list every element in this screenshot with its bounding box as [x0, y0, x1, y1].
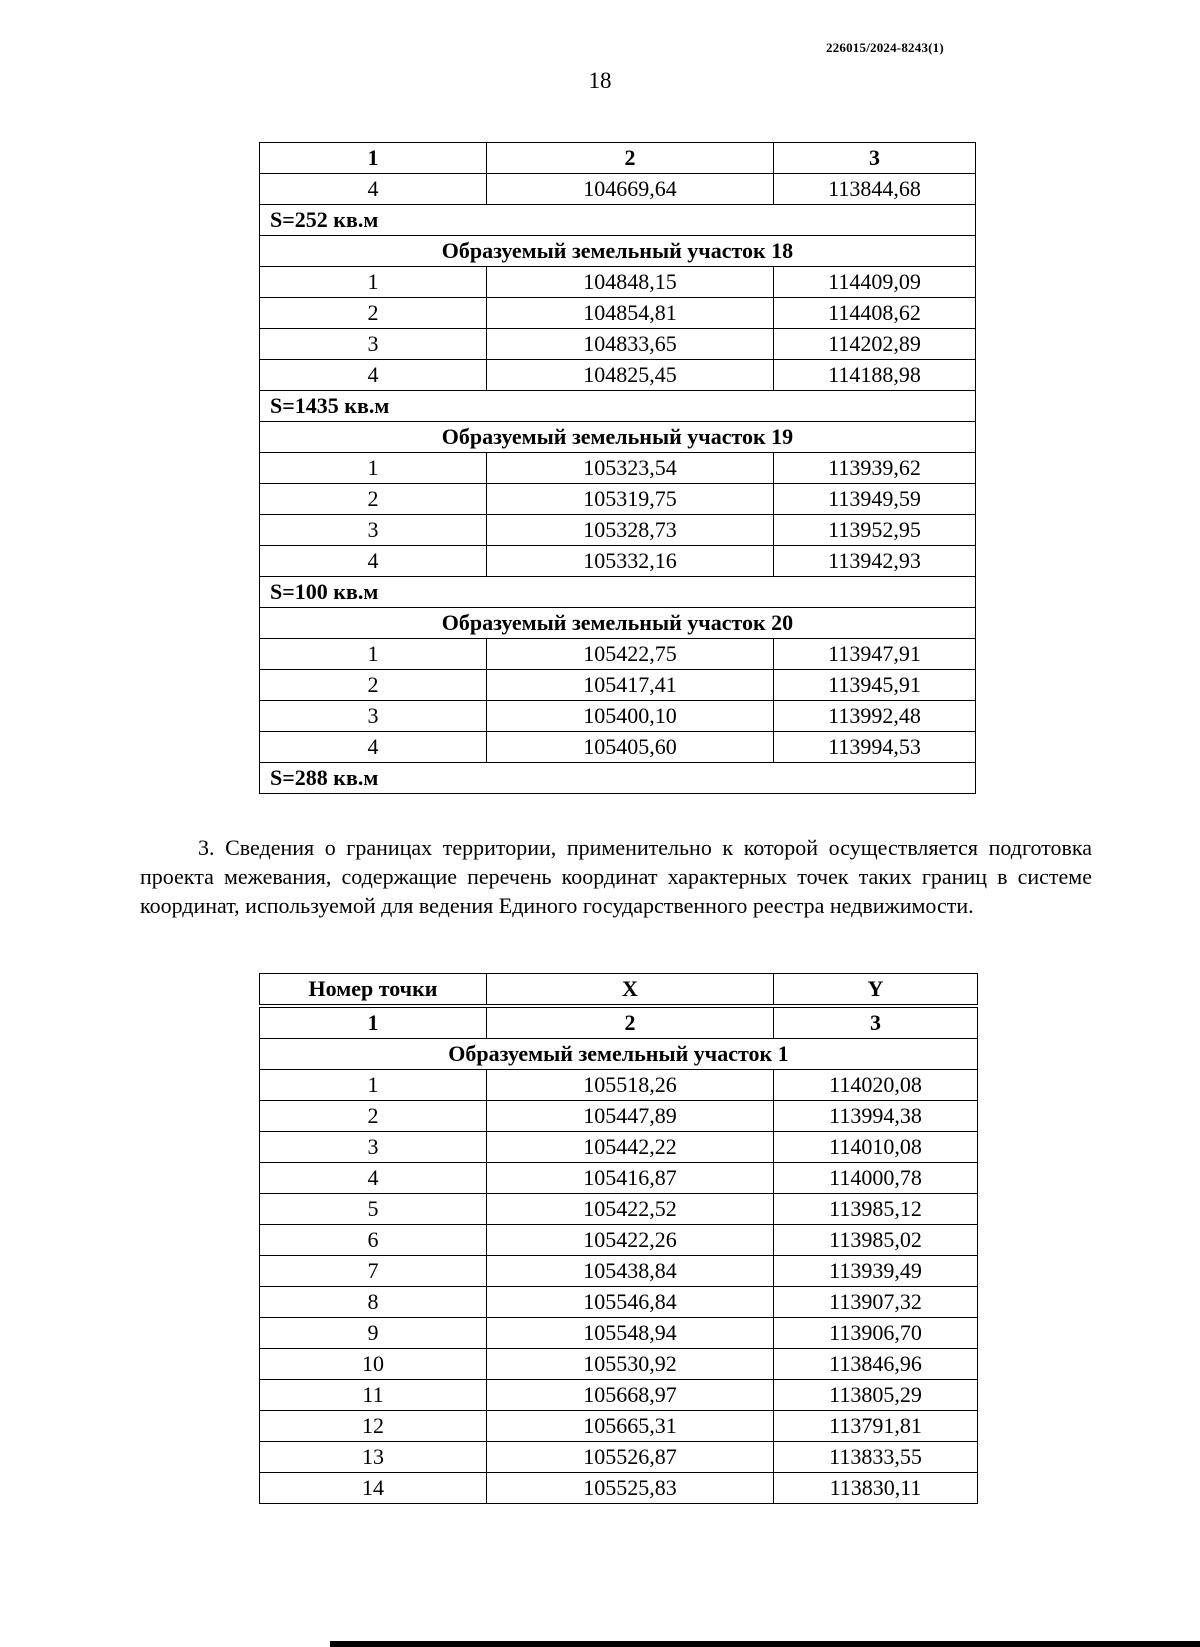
x-coordinate-cell: 105323,54: [487, 453, 774, 484]
table-row: [260, 453, 976, 484]
point-number-cell: 2: [260, 298, 487, 329]
x-coordinate-cell: 105400,10: [487, 701, 774, 732]
point-number-cell: 1: [260, 267, 487, 298]
point-number-cell: 8: [260, 1287, 487, 1318]
point-number-cell: 2: [260, 1101, 487, 1132]
point-number-cell: 14: [260, 1473, 487, 1504]
y-coordinate-cell: 113844,68: [774, 174, 976, 205]
y-coordinate-cell: 113952,95: [774, 515, 976, 546]
point-number-cell: 13: [260, 1442, 487, 1473]
table-row: [260, 298, 976, 329]
x-coordinate-cell: 104669,64: [487, 174, 774, 205]
x-coordinate-cell: 105332,16: [487, 546, 774, 577]
table-row: [260, 1473, 978, 1504]
plot-title-cell: Образуемый земельный участок 1: [260, 1039, 978, 1070]
column-number-row: [260, 143, 976, 174]
point-number-cell: 3: [260, 701, 487, 732]
x-coordinate-cell: 105416,87: [487, 1163, 774, 1194]
x-coordinate-cell: 105422,52: [487, 1194, 774, 1225]
table-row: [260, 329, 976, 360]
table-row: [260, 732, 976, 763]
x-coordinate-cell: 105417,41: [487, 670, 774, 701]
x-coordinate-cell: 105546,84: [487, 1287, 774, 1318]
point-number-cell: 3: [260, 329, 487, 360]
x-coordinate-cell: 105442,22: [487, 1132, 774, 1163]
area-row: [260, 205, 976, 236]
area-row: [260, 577, 976, 608]
column-number-cell: 3: [774, 1006, 978, 1039]
x-coordinate-cell: 105422,75: [487, 639, 774, 670]
y-coordinate-cell: 113945,91: [774, 670, 976, 701]
table-row: [260, 1318, 978, 1349]
column-number-cell: 1: [260, 1006, 487, 1039]
plot-title-row: [260, 236, 976, 267]
point-number-cell: 2: [260, 670, 487, 701]
y-coordinate-cell: 113992,48: [774, 701, 976, 732]
bottom-scan-edge: [330, 1641, 1200, 1647]
table-row: [260, 484, 976, 515]
y-coordinate-cell: 113994,38: [774, 1101, 978, 1132]
y-coordinate-cell: 113907,32: [774, 1287, 978, 1318]
x-coordinate-cell: 105548,94: [487, 1318, 774, 1349]
x-coordinate-cell: 105328,73: [487, 515, 774, 546]
table-row: [260, 515, 976, 546]
y-coordinate-cell: 114408,62: [774, 298, 976, 329]
x-coordinate-cell: 105530,92: [487, 1349, 774, 1380]
header-point-number: Номер точки: [260, 974, 487, 1007]
x-coordinate-cell: 105447,89: [487, 1101, 774, 1132]
column-number-cell: 1: [260, 143, 487, 174]
point-number-cell: 5: [260, 1194, 487, 1225]
boundary-coordinates-table: [259, 973, 978, 1504]
x-coordinate-cell: 105438,84: [487, 1256, 774, 1287]
point-number-cell: 12: [260, 1411, 487, 1442]
y-coordinate-cell: 113939,49: [774, 1256, 978, 1287]
column-number-cell: 2: [487, 1006, 774, 1039]
y-coordinate-cell: 113791,81: [774, 1411, 978, 1442]
y-coordinate-cell: 113949,59: [774, 484, 976, 515]
x-coordinate-cell: 105319,75: [487, 484, 774, 515]
point-number-cell: 6: [260, 1225, 487, 1256]
y-coordinate-cell: 113942,93: [774, 546, 976, 577]
table-row: [260, 1101, 978, 1132]
plot-title-cell: Образуемый земельный участок 18: [260, 236, 976, 267]
x-coordinate-cell: 105668,97: [487, 1380, 774, 1411]
x-coordinate-cell: 105518,26: [487, 1070, 774, 1101]
table-row: [260, 1380, 978, 1411]
table-row: [260, 174, 976, 205]
section-3-paragraph: [140, 833, 1092, 920]
table-row: [260, 639, 976, 670]
y-coordinate-cell: 113985,12: [774, 1194, 978, 1225]
table-row: [260, 1132, 978, 1163]
y-coordinate-cell: 113947,91: [774, 639, 976, 670]
point-number-cell: 2: [260, 484, 487, 515]
area-row: [260, 391, 976, 422]
table-row: [260, 1411, 978, 1442]
x-coordinate-cell: 105525,83: [487, 1473, 774, 1504]
y-coordinate-cell: 113846,96: [774, 1349, 978, 1380]
table-row: [260, 670, 976, 701]
y-coordinate-cell: 113805,29: [774, 1380, 978, 1411]
x-coordinate-cell: 104848,15: [487, 267, 774, 298]
header-y: Y: [774, 974, 978, 1007]
y-coordinate-cell: 114188,98: [774, 360, 976, 391]
plot-title-row: [260, 608, 976, 639]
point-number-cell: 1: [260, 453, 487, 484]
point-number-cell: 11: [260, 1380, 487, 1411]
plot-title-row: [260, 422, 976, 453]
table-row: [260, 1442, 978, 1473]
area-cell: S=1435 кв.м: [260, 391, 976, 422]
table-row: [260, 546, 976, 577]
point-number-cell: 4: [260, 732, 487, 763]
point-number-cell: 3: [260, 515, 487, 546]
point-number-cell: 4: [260, 546, 487, 577]
y-coordinate-cell: 114000,78: [774, 1163, 978, 1194]
table-row: [260, 1287, 978, 1318]
table-row: [260, 267, 976, 298]
y-coordinate-cell: 113833,55: [774, 1442, 978, 1473]
column-number-cell: 2: [487, 143, 774, 174]
page-number: 18: [588, 68, 612, 93]
area-cell: S=288 кв.м: [260, 763, 976, 794]
plot-title-cell: Образуемый земельный участок 19: [260, 422, 976, 453]
section-3-text: 3. Сведения о границах территории, применительно к которой осуществляется подготовка проекта межевания, содержащие перечень координат характерных точек таких границ в системе координат, используемой для ведения Единого государственного реестра недвижимости.: [140, 835, 1092, 918]
header-x: X: [487, 974, 774, 1007]
x-coordinate-cell: 104825,45: [487, 360, 774, 391]
x-coordinate-cell: 105526,87: [487, 1442, 774, 1473]
table-row: [260, 1225, 978, 1256]
table-row: [260, 701, 976, 732]
x-coordinate-cell: 105422,26: [487, 1225, 774, 1256]
point-number-cell: 4: [260, 1163, 487, 1194]
y-coordinate-cell: 113830,11: [774, 1473, 978, 1504]
table-row: [260, 1163, 978, 1194]
y-coordinate-cell: 114409,09: [774, 267, 976, 298]
y-coordinate-cell: 114010,08: [774, 1132, 978, 1163]
document-number: 226015/2024-8243(1): [826, 40, 944, 55]
y-coordinate-cell: 113939,62: [774, 453, 976, 484]
y-coordinate-cell: 114020,08: [774, 1070, 978, 1101]
coordinates-table-continued: [259, 142, 976, 794]
y-coordinate-cell: 113906,70: [774, 1318, 978, 1349]
coordinates-table-body: [260, 143, 976, 794]
column-number-cell: 3: [774, 143, 976, 174]
area-cell: S=252 кв.м: [260, 205, 976, 236]
point-number-cell: 4: [260, 360, 487, 391]
point-number-cell: 7: [260, 1256, 487, 1287]
boundary-table-body: [260, 974, 978, 1504]
x-coordinate-cell: 104854,81: [487, 298, 774, 329]
point-number-cell: 4: [260, 174, 487, 205]
area-cell: S=100 кв.м: [260, 577, 976, 608]
table-row: [260, 360, 976, 391]
plot-title-cell: Образуемый земельный участок 20: [260, 608, 976, 639]
table-row: [260, 1349, 978, 1380]
y-coordinate-cell: 113994,53: [774, 732, 976, 763]
area-row: [260, 763, 976, 794]
point-number-cell: 1: [260, 1070, 487, 1101]
header-row: [260, 974, 978, 1007]
point-number-cell: 1: [260, 639, 487, 670]
x-coordinate-cell: 104833,65: [487, 329, 774, 360]
plot-title-row: [260, 1039, 978, 1070]
x-coordinate-cell: 105665,31: [487, 1411, 774, 1442]
point-number-cell: 10: [260, 1349, 487, 1380]
y-coordinate-cell: 113985,02: [774, 1225, 978, 1256]
table-row: [260, 1194, 978, 1225]
point-number-cell: 3: [260, 1132, 487, 1163]
x-coordinate-cell: 105405,60: [487, 732, 774, 763]
column-number-row: [260, 1006, 978, 1039]
table-row: [260, 1256, 978, 1287]
table-row: [260, 1070, 978, 1101]
point-number-cell: 9: [260, 1318, 487, 1349]
y-coordinate-cell: 114202,89: [774, 329, 976, 360]
